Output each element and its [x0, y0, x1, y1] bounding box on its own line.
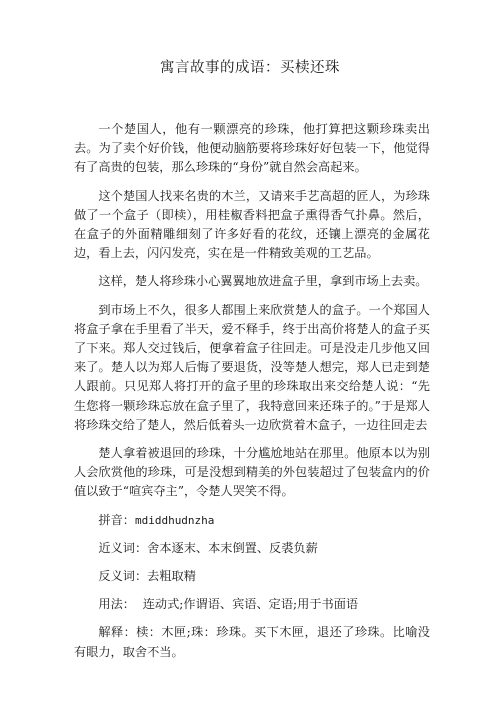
document-body [74, 120, 430, 671]
story-paragraph-3: 这样，楚人将珍珠小心翼翼地放进盒子里，拿到市场上去卖。 [98, 274, 428, 289]
story-paragraph-1: 一个楚国人，他有一颗漂亮的珍珠，他打算把这颗珍珠卖出去。为了卖个好价钱，他便动脑筋要将珍珠好好包装一下，他觉得有了高贵的包装，那么珍珠的“身份”就自然会高起来。 [74, 122, 430, 175]
pinyin-line [74, 511, 430, 530]
story-paragraph-2: 这个楚国人找来名贵的木兰，又请来手艺高超的匠人，为珍珠做了一个盒子（即椟），用桂椒香料把盒子熏得香气扑鼻。然后，在盒子的外面精雕细刻了许多好看的花纹，还镶上漂亮的金属花边，看上去，闪闪发亮，实在是一件精致美观的工艺品。 [74, 188, 430, 261]
story-paragraph-5: 楚人拿着被退回的珍珠，十分尴尬地站在那里。他原本以为别人会欣赏他的珍珠，可是没想到精美的外包装超过了包装盒内的价值以致于“喧宾夺主”，令楚人哭笑不得。 [74, 446, 430, 499]
pinyin-label: 拼音： [98, 512, 135, 527]
story-paragraph-4: 到市场上不久，很多人都围上来欣赏楚人的盒子。一个郑国人将盒子拿在手里看了半天，爱不释手，终于出高价将楚人的盒子买了下来。郑人交过钱后，便拿着盒子往回走。可是没走几步他又回来了。楚人以为郑人后悔了要退货，没等楚人想完，郑人已走到楚人跟前。只见郑人将打开的盒子里的珍珠取出来交给楚人说：“先生您将一颗珍珠忘放在盒子里了，我特意回来还珠子的。”于是郑人将珍珠交给了楚人，然后低着头一边欣赏着木盒子，一边往回走去 [74, 302, 430, 432]
explanation-line: 解释：椟：木匣;珠：珍珠。买下木匣，退还了珍珠。比喻没有眼力，取舍不当。 [74, 625, 430, 659]
pinyin-value: mdiddhudnzha [134, 513, 215, 527]
synonyms-line: 近义词：舍本逐末、本末倒置、反裘负薪 [98, 540, 318, 555]
antonyms-line: 反义词：去粗取精 [98, 569, 196, 584]
usage-line: 用法： 连动式;作谓语、宾语、定语;用于书面语 [98, 597, 359, 612]
document-title: 寓言故事的成语：买椟还珠 [160, 60, 340, 76]
